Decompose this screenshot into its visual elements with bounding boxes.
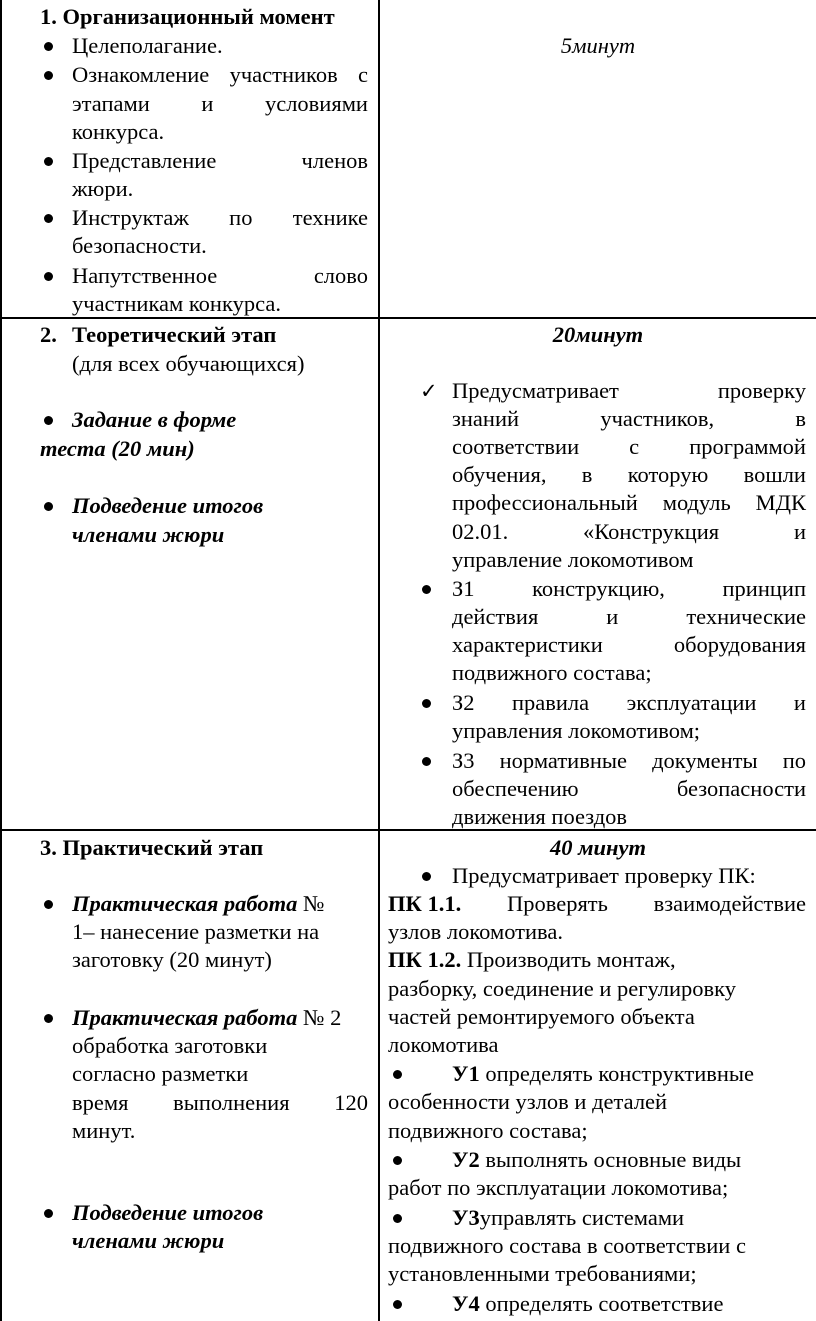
task-test-cont: теста (20 мин) [40, 436, 195, 461]
bullet [44, 272, 53, 281]
check-line: управление локомотивом [452, 547, 694, 572]
check-line: обучения, в которую вошли [452, 462, 806, 487]
list-item-cont: конкурса. [72, 119, 165, 144]
bullet [44, 157, 53, 166]
skill-item: У4 определять соответствие [452, 1291, 724, 1316]
practical-work-2: Практическая работа № 2 [72, 1005, 342, 1030]
row3-title: 3. Практический этап [40, 835, 264, 860]
row1-time: 5минут [560, 33, 636, 58]
bullet [44, 1209, 53, 1218]
knowledge-item: З1 конструкцию, принцип [452, 576, 806, 601]
practical-work-1: Практическая работа № [72, 891, 325, 916]
practical-work-2-cont: согласно разметки [72, 1061, 249, 1086]
check-line: соответствии с программой [452, 434, 806, 459]
row3-check-intro: Предусматривает проверку ПК: [452, 863, 756, 888]
list-item-cont: безопасности. [72, 233, 207, 258]
practical-work-2-cont: обработка заготовки [72, 1033, 268, 1058]
skill-item: У3управлять системами [452, 1205, 685, 1230]
list-item: Напутственное слово [72, 263, 368, 288]
bullet [44, 214, 53, 223]
knowledge-item-cont: подвижного состава; [452, 660, 652, 685]
list-item: Представление членов [72, 148, 368, 173]
task-summary: Подведение итогов [72, 493, 264, 518]
list-item-cont: участникам конкурса. [72, 291, 281, 316]
skill-item-cont: работ по эксплуатации локомотива; [388, 1175, 729, 1200]
list-item: Инструктаж по технике [72, 205, 368, 230]
knowledge-item-cont: управления локомотивом; [452, 718, 701, 743]
bullet [393, 1156, 402, 1165]
bullet [44, 502, 53, 511]
knowledge-item-cont: действия и технические [452, 604, 806, 629]
skill-item-cont: особенности узлов и деталей [388, 1089, 668, 1114]
knowledge-item: З2 правила эксплуатации и [452, 690, 806, 715]
practical-work-2-cont: минут. [72, 1118, 136, 1143]
row3-time: 40 минут [549, 835, 647, 860]
bullet [44, 416, 53, 425]
list-item: Ознакомление участников с [72, 62, 368, 87]
table-border-middle [378, 0, 380, 1321]
bullet [44, 1014, 53, 1023]
bullet [393, 1214, 402, 1223]
knowledge-item-cont: обеспечению безопасности [452, 776, 806, 801]
knowledge-item-cont: характеристики оборудования [452, 632, 806, 657]
checkmark-icon: ✓ [420, 379, 438, 403]
practical-work-1-cont: заготовку (20 минут) [72, 947, 272, 972]
task-test: Задание в форме [72, 407, 237, 432]
table-border-row2-bottom [0, 829, 816, 831]
row3-summary-cont: членами жюри [72, 1228, 225, 1253]
table-border-left [0, 0, 2, 1321]
skill-item-cont: установленными требованиями; [388, 1261, 697, 1286]
bullet [44, 71, 53, 80]
skill-item: У2 выполнять основные виды [452, 1147, 742, 1172]
bullet [422, 585, 431, 594]
bullet [422, 872, 431, 881]
pk12-line: ПК 1.2. Производить монтаж, [388, 947, 676, 972]
pk11-line-cont: узлов локомотива. [388, 919, 563, 944]
skill-item: У1 определять конструктивные [452, 1061, 755, 1086]
list-item-cont: этапами и условиями [72, 91, 368, 116]
row1-title: 1. Организационный момент [40, 4, 335, 29]
row2-title: Теоретический этап [72, 322, 277, 347]
list-item: Целеполагание. [72, 33, 223, 58]
practical-work-2-cont: время выполнения 120 [72, 1090, 368, 1115]
row2-title-number: 2. [40, 322, 57, 347]
row2-time: 20минут [552, 322, 644, 347]
check-line: знаний участников, в [452, 406, 806, 431]
pk11-line: ПК 1.1. Проверять взаимодействие [388, 891, 806, 916]
practical-work-1-cont: 1– нанесение разметки на [72, 919, 320, 944]
task-summary-cont: членами жюри [72, 522, 225, 547]
bullet [44, 900, 53, 909]
bullet [393, 1070, 402, 1079]
pk12-line-cont: локомотива [388, 1032, 499, 1057]
bullet [44, 42, 53, 51]
pk12-line-cont: частей ремонтируемого объекта [388, 1004, 695, 1029]
bullet [422, 757, 431, 766]
bullet [393, 1300, 402, 1309]
check-line: 02.01. «Конструкция и [452, 519, 806, 544]
pk12-line-cont: разборку, соединение и регулировку [388, 976, 736, 1001]
row2-subtitle: (для всех обучающихся) [72, 351, 305, 376]
check-line: профессиональный модуль МДК [452, 490, 806, 515]
bullet [422, 699, 431, 708]
check-line: Предусматривает проверку [452, 378, 806, 403]
row3-summary: Подведение итогов [72, 1200, 264, 1225]
skill-item-cont: подвижного состава в соответствии с [388, 1233, 746, 1258]
list-item-cont: жюри. [72, 176, 134, 201]
skill-item-cont: подвижного состава; [388, 1118, 588, 1143]
knowledge-item-cont: движения поездов [452, 804, 628, 829]
knowledge-item: З3 нормативные документы по [452, 748, 806, 773]
